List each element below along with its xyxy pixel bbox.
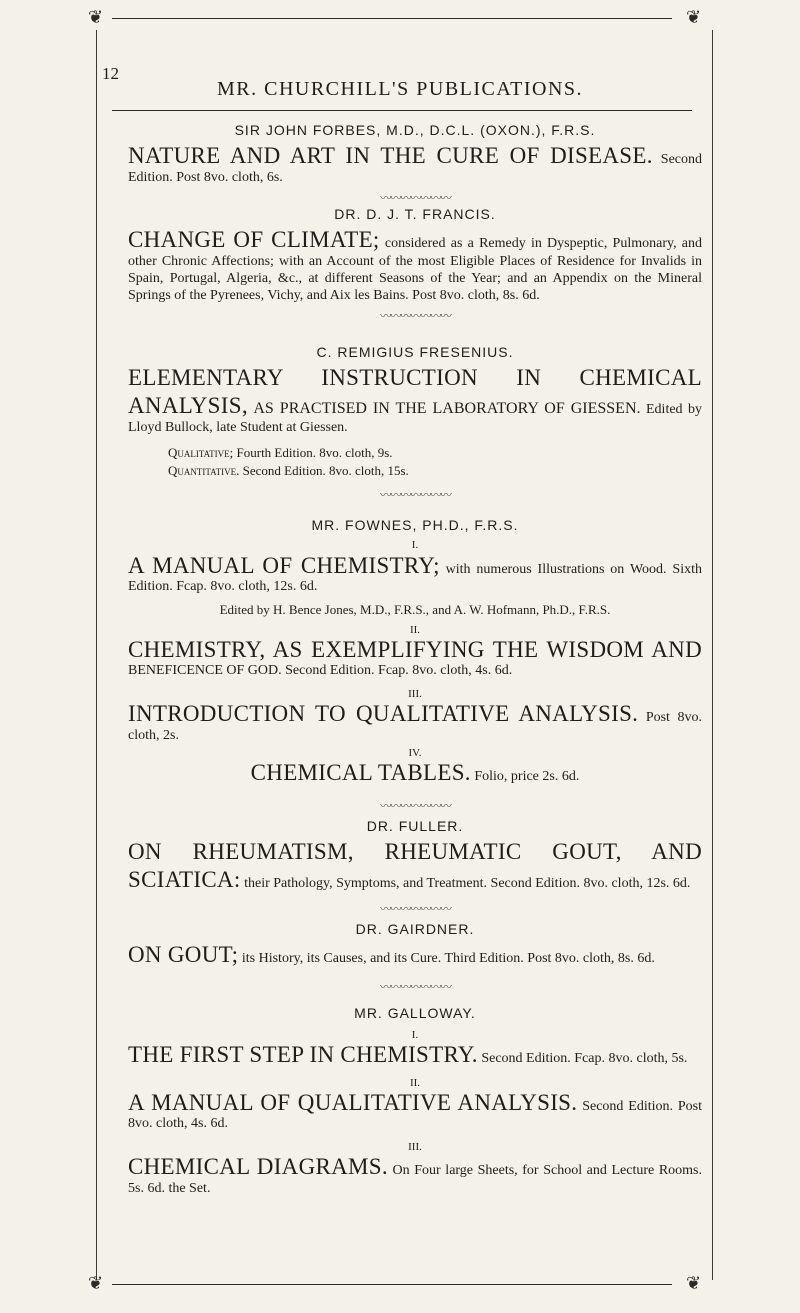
book-details: Second Edition. Post 8vo. cloth, 6s. <box>128 152 703 185</box>
ornamental-separator: 〰〰〰〰〰〰〰 <box>379 799 450 814</box>
book-title: CHANGE OF CLIMATE; <box>128 227 380 253</box>
book-details: its History, its Causes, and its Cure. Third Edition. Post 8vo. cloth, 8s. 6d. <box>241 951 655 967</box>
book-title: THE FIRST STEP IN CHEMISTRY. <box>128 1042 478 1068</box>
book-title: A MANUAL OF QUALITATIVE ANALYSIS. <box>128 1089 578 1115</box>
running-title: MR. CHURCHILL'S PUBLICATIONS. <box>216 78 584 100</box>
edition-text: Second Edition. 8vo. cloth, 15s. <box>242 462 409 478</box>
book-subtitle: AS PRACTISED IN THE LABORATORY OF GIESSEN. <box>253 399 641 417</box>
ornamental-separator: 〰〰〰〰〰〰〰 <box>379 488 450 503</box>
book-entry <box>128 552 702 596</box>
book-title: NATURE AND ART IN THE CURE OF DISEASE. <box>128 143 653 168</box>
book-details: Post 8vo. cloth, 2s. <box>128 710 703 743</box>
item-numeral: II. <box>409 623 421 636</box>
header-rule <box>112 110 692 111</box>
book-entry <box>128 1089 702 1133</box>
author-heading: DR. FULLER. <box>366 818 464 835</box>
publication-list <box>128 122 702 1198</box>
book-entry <box>128 700 702 744</box>
book-title: INTRODUCTION TO QUALITATIVE ANALYSIS. <box>128 701 639 727</box>
book-title: ON GOUT; <box>128 942 239 968</box>
book-title: CHEMISTRY, AS EXEMPLIFYING THE WISDOM AND <box>128 636 702 662</box>
book-details: On Four large Sheets, for School and Lecture Rooms. 5s. 6d. the Set. <box>128 1163 703 1196</box>
author-heading: DR. GAIRDNER. <box>355 921 475 938</box>
item-numeral: III. <box>408 1141 422 1154</box>
book-entry <box>128 636 702 680</box>
book-details: Folio, price 2s. 6d. <box>474 768 580 784</box>
author-heading: C. REMIGIUS FRESENIUS. <box>316 344 514 361</box>
item-numeral: IV. <box>408 746 422 759</box>
page-number: 12 <box>102 64 119 83</box>
book-title: ELEMENTARY INSTRUCTION IN CHEMICAL ANALYSIS, <box>128 365 702 418</box>
item-numeral: I. <box>411 539 419 552</box>
book-entry <box>128 838 702 893</box>
book-title: CHEMICAL TABLES. <box>250 759 471 785</box>
top-left-ornament: ❦ <box>88 7 104 27</box>
book-entry <box>128 142 702 186</box>
book-details: Second Edition. Post 8vo. cloth, 4s. 6d. <box>128 1098 702 1132</box>
book-entry <box>128 941 702 969</box>
edition-text: Fourth Edition. 8vo. cloth, 9s. <box>236 445 393 461</box>
book-title: A MANUAL OF CHEMISTRY; <box>128 552 440 578</box>
book-details: Second Edition. Fcap. 8vo. cloth, 5s. <box>481 1051 688 1067</box>
bottom-right-ornament: ❦ <box>686 1273 702 1293</box>
author-heading: DR. D. J. T. FRANCIS. <box>334 206 496 223</box>
book-entry <box>128 1041 702 1069</box>
item-numeral: II. <box>409 1076 421 1089</box>
book-title: CHEMICAL DIAGRAMS. <box>128 1154 388 1180</box>
book-entry <box>128 364 702 436</box>
book-details: their Pathology, Symptoms, and Treatment. Second Edition. 8vo. cloth, 12s. 6d. <box>244 875 691 891</box>
book-entry <box>128 226 702 304</box>
bottom-border-rule <box>112 1284 672 1285</box>
top-right-ornament: ❦ <box>686 7 702 27</box>
edition-line <box>168 444 702 462</box>
editor-line: Edited by H. Bence Jones, M.D., F.R.S., and A. W. Hofmann, Ph.D., F.R.S. <box>219 601 611 617</box>
edition-line <box>168 462 702 480</box>
ornamental-separator: 〰〰〰〰〰〰〰 <box>379 979 450 994</box>
item-numeral: I. <box>411 1028 419 1041</box>
item-numeral: III. <box>408 688 422 701</box>
ornamental-separator: 〰〰〰〰〰〰〰 <box>379 902 450 917</box>
book-entry <box>128 759 702 787</box>
top-border-rule <box>112 18 672 19</box>
bottom-left-ornament: ❦ <box>88 1273 104 1293</box>
book-title: ON RHEUMATISM, RHEUMATIC GOUT, AND SCIATICA: <box>128 839 702 892</box>
book-details: with numerous Illustrations on Wood. Sixth Edition. Fcap. 8vo. cloth, 12s. 6d. <box>128 561 702 595</box>
author-heading: MR. GALLOWAY. <box>354 1004 476 1021</box>
edition-label: Quantitative. <box>168 462 240 478</box>
ornamental-separator: 〰〰〰〰〰〰〰 <box>379 309 450 324</box>
book-details: considered as a Remedy in Dyspeptic, Pulmonary, and other Chronic Affections; with an Account of the most Eligible Places of Residence for Invalids in Spain, Portugal, Algeria, &c., at different Seasons of the Year; and an Appendix on the Mineral Springs of the Pyrenees, Vichy, and Aix les Bains. Post 8vo. cloth, 8s. 6d. <box>128 236 703 303</box>
book-details: BENEFICENCE OF GOD. Second Edition. Fcap. 8vo. cloth, 4s. 6d. <box>128 663 513 679</box>
edition-label: Qualitative; <box>168 445 234 461</box>
right-border-line <box>712 30 713 1280</box>
author-heading: MR. FOWNES, PH.D., F.R.S. <box>311 517 519 534</box>
author-heading: SIR JOHN FORBES, M.D., D.C.L. (OXON.), F.R.S. <box>234 122 596 138</box>
book-details: Edited by Lloyd Bullock, late Student at Giessen. <box>128 401 703 435</box>
book-entry <box>128 1153 702 1197</box>
left-border-line <box>96 30 97 1280</box>
ornamental-separator: 〰〰〰〰〰〰〰 <box>379 191 450 206</box>
